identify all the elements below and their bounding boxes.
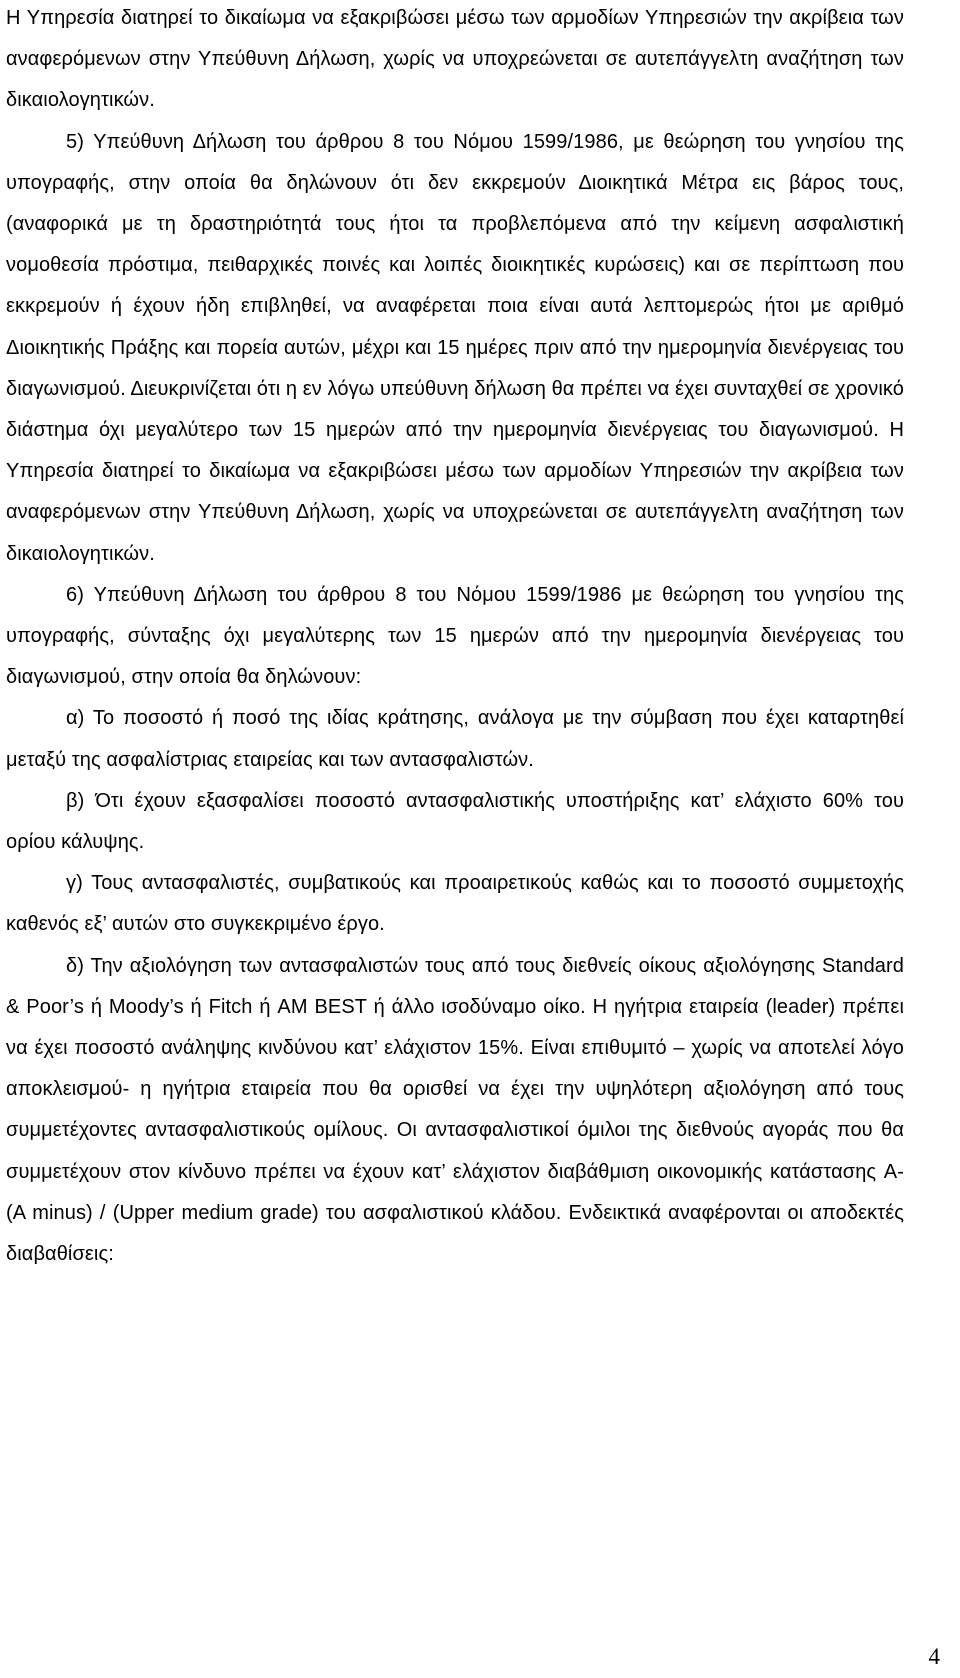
paragraph-item-6d: δ) Την αξιολόγηση των αντασφαλιστών τους από τους διεθνείς οίκους αξιολόγησης Standard & Poor’s ή Moody’s ή Fitch ή AM BEST ή άλλο ισοδύναμο οίκο. Η ηγήτρια εταιρεία (leader) πρέπει να έχει ποσοστό ανάληψης κινδύνου κατ’ ελάχιστον 15%. Είναι επιθυμιτό – χωρίς να αποτελεί λόγο αποκλεισμού- η ηγήτρια εταιρεία που θα ορισθεί να έχει την υψηλότερη αξιολόγηση από τους συμμετέχοντες αντασφαλιστικούς ομίλους. Οι αντασφαλιστικοί όμιλοι της διεθνούς αγοράς που θα συμμετέχουν στον κίνδυνο πρέπει να έχουν κατ’ ελάχιστον διαβάθμιση οικονομικής κατάστασης A- (A minus) / (Upper medium grade) του ασφαλιστικού κλάδου. Ενδεικτικά αναφέρονται οι αποδεκτές διαβαθίσεις:: [6, 954, 904, 1266]
paragraph-item-6a: α) Το ποσοστό ή ποσό της ιδίας κράτησης, ανάλογα με την σύμβαση που έχει καταρτηθεί μεταξύ της ασφαλίστριας εταιρείας και των αντασφαλιστών.: [6, 707, 904, 771]
document-page: [6, 0, 904, 1275]
paragraph-item-5: 5) Υπεύθυνη Δήλωση του άρθρου 8 του Νόμου 1599/1986, με θεώρηση του γνησίου της υπογραφής, στην οποία θα δηλώνουν ότι δεν εκκρεμούν Διοικητικά Μέτρα εις βάρος τους, (αναφορικά με τη δραστηριότητά τους ήτοι τα προβλεπόμενα από την κείμενη ασφαλιστική νομοθεσία πρόστιμα, πειθαρχικές ποινές και λοιπές διοικητικές κυρώσεις) και σε περίπτωση που εκκρεμούν ή έχουν ήδη επιβληθεί, να αναφέρεται ποια είναι αυτά λεπτομερώς ήτοι με αριθμό Διοικητικής Πράξης και πορεία αυτών, μέχρι και 15 ημέρες πριν από την ημερομηνία διενέργειας του διαγωνισμού. Διευκρινίζεται ότι η εν λόγω υπεύθυνη δήλωση θα πρέπει να έχει συνταχθεί σε χρονικό διάστημα όχι μεγαλύτερο των 15 ημερών από την ημερομηνία διενέργειας του διαγωνισμού. Η Υπηρεσία διατηρεί το δικαίωμα να εξακριβώσει μέσω των αρμοδίων Υπηρεσιών την ακρίβεια των αναφερόμενων στην Υπεύθυνη Δήλωση, χωρίς να υποχρεώνεται σε αυτεπάγγελτη αναζήτηση των δικαιολογητικών.: [6, 130, 905, 565]
paragraph-item-6c: γ) Τους αντασφαλιστές, συμβατικούς και προαιρετικούς καθώς και το ποσοστό συμμετοχής καθενός εξ’ αυτών στο συγκεκριμένο έργο.: [6, 872, 904, 936]
paragraph-item-6b: β) Ότι έχουν εξασφαλίσει ποσοστό αντασφαλιστικής υποστήριξης κατ’ ελάχιστο 60% του ορίου κάλυψης.: [6, 789, 904, 854]
paragraph-item-6: 6) Υπεύθυνη Δήλωση του άρθρου 8 του Νόμου 1599/1986 με θεώρηση του γνησίου της υπογραφής, σύνταξης όχι μεγαλύτερης των 15 ημερών από την ημερομηνία διενέργειας του διαγωνισμού, στην οποία θα δηλώνουν:: [6, 583, 904, 689]
page-number: 4: [928, 1644, 940, 1669]
paragraph-verification-note: Η Υπηρεσία διατηρεί το δικαίωμα να εξακριβώσει μέσω των αρμοδίων Υπηρεσιών την ακρίβεια των αναφερόμενων στην Υπεύθυνη Δήλωση, χωρίς να υποχρεώνεται σε αυτεπάγγελτη αναζήτηση των δικαιολογητικών.: [6, 7, 904, 112]
